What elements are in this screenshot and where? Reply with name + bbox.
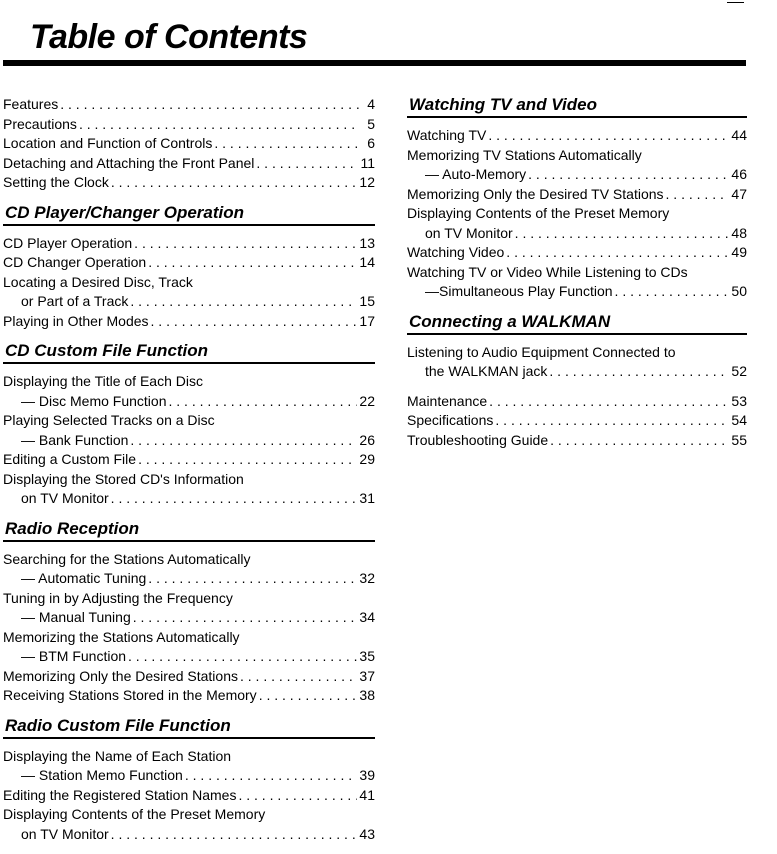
dot-leader — [240, 667, 357, 687]
toc-entry-text: Displaying the Title of Each Disc — [3, 372, 375, 392]
toc-entry[interactable] — [3, 173, 375, 193]
dot-leader — [111, 489, 358, 509]
toc-entry-text: Playing Selected Tracks on a Disc — [3, 411, 375, 431]
toc-entry[interactable] — [407, 411, 747, 431]
toc-entry-text: or Part of a Track — [21, 292, 128, 312]
toc-entry[interactable] — [407, 392, 747, 412]
toc-entry[interactable] — [3, 154, 375, 174]
page-number: 32 — [359, 569, 375, 589]
toc-entry-text: on TV Monitor — [21, 489, 109, 509]
toc-entry[interactable] — [3, 273, 375, 312]
page-number: 11 — [360, 154, 375, 174]
toc-entry-text: —Simultaneous Play Function — [425, 282, 613, 302]
toc-entry-row — [407, 243, 747, 263]
dot-leader — [528, 165, 729, 185]
toc-entry-row — [407, 126, 747, 146]
page-number: 49 — [731, 243, 747, 263]
toc-entry-text: on TV Monitor — [425, 224, 513, 244]
section-spacer — [407, 302, 747, 312]
toc-entry-text: Location and Function of Controls — [3, 134, 212, 154]
toc-right-column — [407, 95, 747, 460]
section-heading — [407, 95, 747, 118]
toc-entry[interactable] — [3, 470, 375, 509]
page-number: 26 — [359, 431, 375, 451]
toc-entry[interactable] — [3, 747, 375, 786]
section-title: Watching TV and Video — [407, 95, 747, 116]
page-number: 17 — [359, 312, 375, 332]
toc-entry[interactable] — [3, 312, 375, 332]
toc-entry-text: Displaying Contents of the Preset Memory — [407, 204, 747, 224]
toc-entry-text: Memorizing TV Stations Automatically — [407, 146, 747, 166]
dot-leader — [111, 173, 358, 193]
dot-leader — [134, 234, 357, 254]
page-number: 13 — [359, 234, 375, 254]
toc-entry-text: Memorizing the Stations Automatically — [3, 628, 375, 648]
toc-entry-row — [3, 608, 375, 628]
section-title: CD Custom File Function — [3, 341, 375, 362]
corner-mark — [727, 2, 744, 3]
toc-entry-row — [407, 165, 747, 185]
toc-entry[interactable] — [407, 343, 747, 382]
page-number: 52 — [731, 362, 747, 382]
toc-entry-text: Setting the Clock — [3, 173, 109, 193]
toc-entry[interactable] — [407, 185, 747, 205]
section-rule — [3, 737, 375, 739]
toc-entry-row — [407, 224, 747, 244]
dot-leader — [256, 154, 358, 174]
toc-entry-row — [3, 134, 375, 154]
toc-entry-text: Memorizing Only the Desired TV Stations — [407, 185, 664, 205]
toc-entry[interactable] — [3, 372, 375, 411]
page-number: 55 — [731, 431, 747, 451]
toc-entry-text: Watching Video — [407, 243, 504, 263]
dot-leader — [111, 825, 358, 845]
page-number: 44 — [731, 126, 747, 146]
section-spacer — [3, 844, 375, 854]
toc-section — [407, 392, 747, 461]
toc-entry-text: Features — [3, 95, 58, 115]
toc-entry-row — [3, 173, 375, 193]
page-number: 29 — [359, 450, 375, 470]
toc-entry[interactable] — [3, 95, 375, 115]
toc-entry-row — [3, 115, 375, 135]
page-number: 31 — [359, 489, 375, 509]
page-number: 54 — [731, 411, 747, 431]
page-number: 48 — [731, 224, 747, 244]
toc-entry[interactable] — [3, 786, 375, 806]
dot-leader — [489, 392, 729, 412]
toc-entry-text: on TV Monitor — [21, 825, 109, 845]
page-number: 15 — [359, 292, 375, 312]
dot-leader — [138, 450, 357, 470]
dot-leader — [128, 647, 357, 667]
toc-entry[interactable] — [3, 253, 375, 273]
page-number: 35 — [359, 647, 375, 667]
dot-leader — [130, 431, 357, 451]
toc-entry-text: — Automatic Tuning — [21, 569, 146, 589]
toc-entry-row — [3, 95, 375, 115]
toc-entry-row — [3, 766, 375, 786]
page-number: 6 — [361, 134, 375, 154]
section-rule — [3, 362, 375, 364]
toc-entry-text: Maintenance — [407, 392, 487, 412]
page-number: 37 — [359, 667, 375, 687]
page-number: 53 — [731, 392, 747, 412]
section-spacer — [407, 450, 747, 460]
toc-entry[interactable] — [3, 686, 375, 706]
toc-entry-text: CD Changer Operation — [3, 253, 146, 273]
toc-entry-row — [3, 825, 375, 845]
dot-leader — [488, 126, 729, 146]
toc-entry[interactable] — [3, 628, 375, 667]
toc-entry-text: — Station Memo Function — [21, 766, 183, 786]
section-heading — [3, 203, 375, 226]
dot-leader — [495, 411, 729, 431]
toc-entry-row — [3, 312, 375, 332]
toc-entry[interactable] — [407, 146, 747, 185]
toc-entry[interactable] — [3, 134, 375, 154]
page-number: 14 — [359, 253, 375, 273]
page-number: 47 — [731, 185, 747, 205]
toc-entry-text: Playing in Other Modes — [3, 312, 149, 332]
toc-entry-text: Listening to Audio Equipment Connected to — [407, 343, 747, 363]
toc-entry-text: Editing the Registered Station Names — [3, 786, 236, 806]
dot-leader — [238, 786, 357, 806]
toc-entry-text: Displaying the Name of Each Station — [3, 747, 375, 767]
section-heading — [3, 341, 375, 364]
toc-entry-row — [3, 392, 375, 412]
toc-entry-text: Detaching and Attaching the Front Panel — [3, 154, 254, 174]
toc-entry-text: Searching for the Stations Automatically — [3, 550, 375, 570]
toc-entry-text: — Bank Function — [21, 431, 128, 451]
toc-entry-row — [3, 450, 375, 470]
toc-left-column — [3, 95, 375, 854]
section-heading — [3, 519, 375, 542]
toc-entry-text: Specifications — [407, 411, 493, 431]
toc-entry-text: the WALKMAN jack — [425, 362, 547, 382]
toc-entry-row — [407, 411, 747, 431]
toc-entry-row — [3, 667, 375, 687]
section-title: Connecting a WALKMAN — [407, 312, 747, 333]
dot-leader — [506, 243, 729, 263]
page-number: 50 — [731, 282, 747, 302]
toc-entry[interactable] — [407, 263, 747, 302]
section-title: Radio Custom File Function — [3, 716, 375, 737]
dot-leader — [133, 608, 358, 628]
page-number: 22 — [359, 392, 375, 412]
section-title: CD Player/Changer Operation — [3, 203, 375, 224]
toc-entry[interactable] — [3, 411, 375, 450]
toc-entry-row — [3, 253, 375, 273]
page-title: Table of Contents — [30, 20, 307, 54]
section-spacer — [3, 193, 375, 203]
toc-entry-text: Receiving Stations Stored in the Memory — [3, 686, 257, 706]
toc-entry[interactable] — [3, 805, 375, 844]
dot-leader — [148, 569, 357, 589]
section-rule — [407, 116, 747, 118]
section-spacer — [3, 509, 375, 519]
dot-leader — [515, 224, 730, 244]
dot-leader — [130, 292, 357, 312]
page-number: 5 — [361, 115, 375, 135]
page-number: 39 — [359, 766, 375, 786]
title-rule — [3, 60, 746, 66]
toc-entry[interactable] — [3, 589, 375, 628]
section-spacer — [3, 331, 375, 341]
page-number: 38 — [359, 686, 375, 706]
toc-entry[interactable] — [3, 115, 375, 135]
page-number: 12 — [359, 173, 375, 193]
dot-leader — [168, 392, 357, 412]
toc-entry-text: Editing a Custom File — [3, 450, 136, 470]
toc-entry[interactable] — [407, 431, 747, 451]
toc-entry-text: — Auto-Memory — [425, 165, 526, 185]
toc-entry-text: Troubleshooting Guide — [407, 431, 548, 451]
toc-entry[interactable] — [3, 550, 375, 589]
toc-entry-text: Locating a Desired Disc, Track — [3, 273, 375, 293]
dot-leader — [151, 312, 358, 332]
toc-entry-row — [3, 292, 375, 312]
toc-entry[interactable] — [3, 667, 375, 687]
dot-leader — [60, 95, 359, 115]
section-rule — [407, 333, 747, 335]
toc-entry-row — [3, 234, 375, 254]
dot-leader — [666, 185, 730, 205]
section-heading — [3, 716, 375, 739]
toc-entry-row — [407, 185, 747, 205]
toc-entry-text: — Disc Memo Function — [21, 392, 166, 412]
toc-entry[interactable] — [407, 243, 747, 263]
toc-entry[interactable] — [3, 234, 375, 254]
toc-section-watching-tv-and-video — [407, 95, 747, 312]
dot-leader — [79, 115, 359, 135]
page-number: 4 — [361, 95, 375, 115]
dot-leader — [259, 686, 358, 706]
toc-entry-row — [407, 282, 747, 302]
section-title: Radio Reception — [3, 519, 375, 540]
toc-section-radio-reception — [3, 519, 375, 716]
toc-entry-text: Memorizing Only the Desired Stations — [3, 667, 238, 687]
toc-entry-text: Displaying Contents of the Preset Memory — [3, 805, 375, 825]
toc-entry-row — [3, 489, 375, 509]
toc-section — [3, 95, 375, 203]
toc-entry-text: Tuning in by Adjusting the Frequency — [3, 589, 375, 609]
toc-entry-row — [407, 392, 747, 412]
toc-entry-text: Watching TV — [407, 126, 486, 146]
toc-section-cd-player-changer-operation — [3, 203, 375, 342]
section-rule — [3, 540, 375, 542]
dot-leader — [549, 362, 729, 382]
toc-entry[interactable] — [407, 126, 747, 146]
toc-entry[interactable] — [3, 450, 375, 470]
toc-section-connecting-a-walkman — [407, 312, 747, 392]
section-heading — [407, 312, 747, 335]
dot-leader — [550, 431, 729, 451]
toc-entry-row — [3, 154, 375, 174]
toc-entry-text: Watching TV or Video While Listening to CDs — [407, 263, 747, 283]
page-number: 46 — [731, 165, 747, 185]
toc-entry-row — [3, 786, 375, 806]
section-rule — [3, 224, 375, 226]
page-number: 34 — [359, 608, 375, 628]
section-spacer — [3, 706, 375, 716]
toc-entry[interactable] — [407, 204, 747, 243]
dot-leader — [185, 766, 358, 786]
page-number: 41 — [359, 786, 375, 806]
toc-section-radio-custom-file-function — [3, 716, 375, 854]
toc-entry-text: CD Player Operation — [3, 234, 132, 254]
page-number: 43 — [359, 825, 375, 845]
toc-entry-row — [3, 569, 375, 589]
toc-entry-text: — BTM Function — [21, 647, 126, 667]
toc-entry-row — [3, 686, 375, 706]
dot-leader — [214, 134, 359, 154]
toc-section-cd-custom-file-function — [3, 341, 375, 519]
toc-entry-row — [407, 362, 747, 382]
dot-leader — [615, 282, 730, 302]
toc-entry-row — [407, 431, 747, 451]
toc-entry-text: Precautions — [3, 115, 77, 135]
section-spacer — [407, 382, 747, 392]
toc-entry-text: — Manual Tuning — [21, 608, 131, 628]
toc-entry-text: Displaying the Stored CD's Information — [3, 470, 375, 490]
toc-entry-row — [3, 431, 375, 451]
dot-leader — [148, 253, 357, 273]
toc-entry-row — [3, 647, 375, 667]
